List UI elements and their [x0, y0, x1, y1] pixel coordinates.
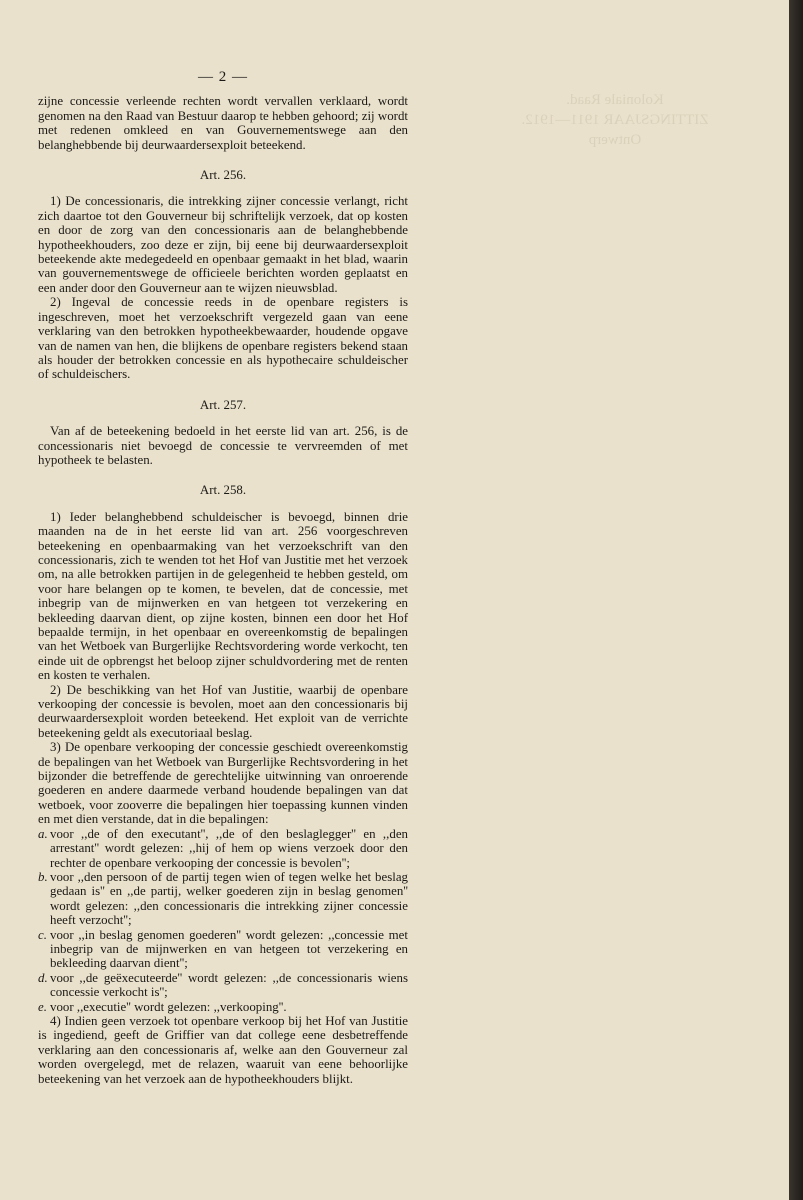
opening-paragraph: zijne concessie verleende rechten wordt vervallen verklaard, wordt genomen na den Raad van Bestuur daarop te hebben gehoord; zij wordt met redenen omkleed en van Gouvernementswege aan den belanghebbende bij deurwaardersexploit beteekend.	[38, 94, 408, 152]
item-text: voor ,,de of den executant'', ,,de of den beslaglegger'' en ,,den arrestant'' wordt gelezen: ,,hij of hem op wiens verzoek door den rechter de openbare verkooping der concessie is bevolen'';	[50, 826, 408, 870]
item-text: voor ,,in beslag genomen goederen'' wordt gelezen: ,,concessie met inbegrip van de mijnwerken en van hetgeen tot verzekering en bekleeding daarvan dient'';	[50, 927, 408, 971]
article-258-heading: Art. 258.	[199, 483, 247, 498]
article-257-paragraph-1: Van af de beteekening bedoeld in het eerste lid van art. 256, is de concessionaris niet bevoegd de concessie te vervreemden of met hypotheek te belasten.	[38, 424, 408, 467]
article-258-item-d	[38, 971, 408, 1000]
bleed-through-text: Koloniale Raad. ZITTINGSJAAR 1911—1912. Ontwerp	[521, 92, 709, 148]
article-258-paragraph-1: 1) Ieder belanghebbend schuldeischer is bevoegd, binnen drie maanden na de in het eerste lid van art. 256 voorgeschreven beteekening en openbaarmaking van het verzoekschrift van den concessionaris, zich te wenden tot het Hof van Justitie met het verzoek om, na alle betrokken partijen in de gelegenheid te hebben gesteld, om voor hare belangen op te komen, te bevelen, dat de concessie, met inbegrip van de mijnwerken en van hetgeen tot verzekering en bekleeding daarvan dient, op zijne kosten, binnen een door het Hof bepaalde termijn, in het openbaar en overeenkomstig de bepalingen van het Wetboek van Burgerlijke Rechtsvordering worde verkocht, ten einde uit de opbrengst het beloop zijner schuldvordering met de renten en kosten te verhalen.	[38, 509, 408, 683]
article-258-item-e	[38, 1000, 408, 1014]
article-256-heading: Art. 256.	[199, 168, 247, 183]
item-label: d.	[38, 970, 48, 985]
article-256-paragraph-1: 1) De concessionaris, die intrekking zijner concessie verlangt, richt zich daartoe tot den Gouverneur bij schriftelijk verzoek, dat op kosten en door de zorg van den concessionaris aan de belanghebbende hypotheekhouders, zoo deze er zijn, bij eene bij deurwaardersexploit beteekende akte medegedeeld en openbaar gemaakt in het blad, waarin van gouvernementswege de officieele berichten worden geplaatst en een ander door den Gouverneur aan te wijzen nieuwsblad.	[38, 194, 408, 295]
article-258-item-a	[38, 827, 408, 870]
article-258-item-c	[38, 928, 408, 971]
item-label: e.	[38, 999, 47, 1014]
article-256-paragraph-2: 2) Ingeval de concessie reeds in de openbare registers is ingeschreven, moet het verzoekschrift vergezeld gaan van eene verklaring van den betrokken hypotheekbewaarder, houdende opgave van de namen van hen, die blijkens de openbare registers bekend staan als houder der betrokken concessie en als hypothecaire schuldeischer of schuldeischers.	[38, 295, 408, 382]
item-label: c.	[38, 927, 47, 942]
article-258-paragraph-3: 3) De openbare verkooping der concessie geschiedt overeenkomstig de bepalingen van het Wetboek van Burgerlijke Rechtsvordering in het bijzonder die betreffende de gerechtelijke uitwinning van onroerende goederen en andere daarmede verband houdende bepalingen van dat wetboek, voor zooverre die bepalingen hier toepassing kunnen vinden en met dien verstande, dat in die bepalingen:	[38, 740, 408, 827]
page-content	[38, 70, 408, 1086]
article-258-paragraph-2: 2) De beschikking van het Hof van Justitie, waarbij de openbare verkooping der concessie is bevolen, moet aan den concessionaris bij deurwaardersexploit worden beteekend. Het exploit van de verrichte beteekening geldt als executoriaal beslag.	[38, 682, 408, 740]
item-label: b.	[38, 869, 48, 884]
article-257-heading: Art. 257.	[199, 397, 247, 412]
article-258-item-b	[38, 870, 408, 928]
article-258-paragraph-4: 4) Indien geen verzoek tot openbare verkoop bij het Hof van Justitie is ingediend, geeft de Griffier van dat college eene desbetreffende verklaring aan den concessionaris af, welke aan den Gouverneur zal worden overgelegd, met de relazen, waaruit van eene behoorlijke beteekening van het verzoek aan de hypotheekhouders blijkt.	[38, 1013, 408, 1086]
scan-edge	[789, 0, 803, 1200]
item-text: voor ,,de geëxecuteerde'' wordt gelezen: ,,de concessionaris wiens concessie verkocht is'';	[50, 970, 408, 1000]
item-label: a.	[38, 826, 48, 841]
item-text: voor ,,executie'' wordt gelezen: ,,verkooping''.	[50, 999, 287, 1014]
page-number: — 2 —	[198, 69, 248, 85]
item-text: voor ,,den persoon of de partij tegen wien of tegen welke het beslag gedaan is'' en ,,de partij, welker goederen zijn in beslag genomen'' wordt gelezen: ,,den concessionaris die intrekking zijner concessie heeft verzocht'';	[50, 869, 408, 928]
